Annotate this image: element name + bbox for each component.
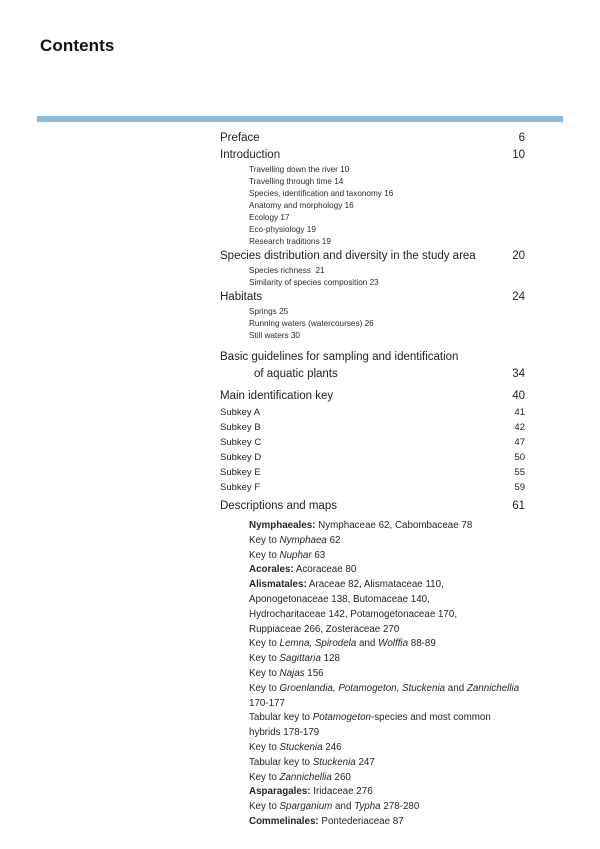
page-title: Contents — [40, 36, 115, 55]
toc-entry-label: Subkey D — [220, 452, 262, 463]
toc-entry-label: Introduction — [220, 149, 281, 161]
toc-row — [220, 549, 525, 564]
toc-row — [220, 771, 525, 786]
toc-entry-label: Tabular key to Potamogeton-species and most common hybrids 178-179 — [249, 712, 494, 739]
toc-entry-label: Running waters (watercourses) 26 — [249, 319, 374, 328]
toc-entry-label: Species, identification and taxonomy 16 — [249, 189, 394, 198]
toc-row — [220, 236, 525, 248]
divider-bar — [37, 116, 563, 122]
toc-entry-label: Similarity of species composition 23 — [249, 278, 379, 287]
toc-entry-label: Descriptions and maps — [220, 500, 337, 512]
toc-row — [220, 420, 525, 435]
toc-row — [220, 277, 525, 289]
toc-row — [220, 405, 525, 420]
toc-entry-label: Commelinales: Pontederiaceae 87 — [249, 815, 404, 827]
toc-row — [220, 200, 525, 212]
toc-entry-page: 61 — [512, 500, 525, 512]
toc-entry-label: Key to Nuphar 63 — [249, 549, 326, 561]
toc-entry-label: Research traditions 19 — [249, 237, 331, 246]
toc-entry-label: Key to Nymphaea 62 — [249, 534, 341, 546]
toc-entry-label: Main identification key — [220, 390, 334, 402]
toc-row — [220, 815, 525, 830]
toc-row — [220, 785, 525, 800]
toc-row — [220, 741, 525, 756]
toc-entry-label: Ruppiaceae 266, Zosteraceae 270 — [249, 623, 400, 635]
toc-row — [220, 306, 525, 318]
toc-entry-label: Key to Zannichellia 260 — [249, 771, 351, 783]
toc-row — [220, 450, 525, 465]
toc-row — [220, 188, 525, 200]
toc-row — [220, 519, 525, 534]
toc-entry-label: Travelling down the river 10 — [249, 165, 350, 174]
toc-entry-label: Eco-physiology 19 — [249, 225, 316, 234]
toc-row — [220, 349, 525, 366]
toc-row — [220, 265, 525, 277]
toc-entry-page: 55 — [514, 467, 525, 478]
toc-entry-page: 40 — [512, 390, 525, 402]
toc-row — [220, 248, 525, 265]
toc-row — [220, 711, 525, 741]
toc-entry-label: of aquatic plants — [254, 368, 338, 380]
toc-entry-label: Subkey C — [220, 437, 262, 448]
toc-row — [220, 435, 525, 450]
toc-entry-page: 42 — [514, 422, 525, 433]
toc-entry-label: Asparagales: Iridaceae 276 — [249, 786, 373, 798]
toc-row — [220, 593, 525, 608]
toc-row — [220, 330, 525, 342]
toc-entry-page: 10 — [512, 149, 525, 161]
toc-row — [220, 480, 525, 495]
toc-row — [220, 623, 525, 638]
toc-entry-label: Subkey B — [220, 422, 261, 433]
toc-row — [220, 318, 525, 330]
toc-row — [220, 212, 525, 224]
toc-entry-label: Basic guidelines for sampling and identification — [220, 351, 459, 363]
toc-row — [220, 800, 525, 815]
toc-row — [220, 224, 525, 236]
toc-entry-page: 34 — [512, 368, 525, 380]
toc-row — [220, 534, 525, 549]
toc-entry-label: Still waters 30 — [249, 331, 300, 340]
toc-entry-page: 6 — [518, 132, 525, 144]
toc-row — [220, 498, 525, 515]
toc-entry-label: Subkey E — [220, 467, 261, 478]
toc-entry-label: Subkey A — [220, 407, 261, 418]
toc-entry-label: Preface — [220, 132, 260, 144]
toc-row — [220, 388, 525, 405]
toc-entry-page: 50 — [514, 452, 525, 463]
toc-entry-label: Travelling through time 14 — [249, 177, 344, 186]
toc-entry-label: Key to Najas 156 — [249, 667, 324, 679]
toc-entry-label: Tabular key to Stuckenia 247 — [249, 756, 375, 768]
toc-row — [220, 756, 525, 771]
toc-row — [220, 164, 525, 176]
toc-entry-page: 20 — [512, 250, 525, 262]
toc-entry-label: Springs 25 — [249, 307, 289, 316]
toc-entry-page: 41 — [514, 407, 525, 418]
table-of-contents — [220, 130, 525, 830]
toc-entry-label: Key to Sagittaria 128 — [249, 653, 340, 665]
toc-entry-page: 59 — [514, 482, 525, 493]
toc-row — [220, 682, 525, 712]
toc-entry-label: Alismatales: Araceae 82, Alismataceae 110, — [249, 579, 444, 591]
toc-entry-page: 24 — [512, 291, 525, 303]
toc-entry-label: Key to Stuckenia 246 — [249, 741, 342, 753]
toc-row — [220, 147, 525, 164]
toc-row — [220, 667, 525, 682]
toc-entry-label: Hydrocharitaceae 142, Potamogetonaceae 170, — [249, 608, 458, 620]
toc-entry-label: Aponogetonaceae 138, Butomaceae 140, — [249, 593, 430, 605]
toc-row — [220, 578, 525, 593]
toc-row — [220, 637, 525, 652]
toc-row — [220, 289, 525, 306]
toc-entry-label: Species distribution and diversity in the study area — [220, 250, 476, 262]
toc-entry-label: Ecology 17 — [249, 213, 290, 222]
toc-row — [220, 176, 525, 188]
toc-entry-label: Key to Lemna, Spirodela and Wolffia 88-89 — [249, 638, 436, 650]
toc-row — [220, 563, 525, 578]
toc-entry-label: Anatomy and morphology 16 — [249, 201, 354, 210]
toc-entry-label: Subkey F — [220, 482, 261, 493]
toc-row — [220, 465, 525, 480]
toc-entry-label: Nymphaeales: Nymphaceae 62, Cabombaceae 78 — [249, 520, 473, 531]
toc-row — [220, 608, 525, 623]
toc-entry-label: Habitats — [220, 291, 263, 303]
toc-entry-label: Species richness 21 — [249, 266, 325, 275]
toc-row — [220, 652, 525, 667]
toc-row — [220, 366, 525, 383]
toc-entry-label: Acorales: Acoraceae 80 — [249, 564, 357, 576]
toc-entry-label: Key to Sparganium and Typha 278-280 — [249, 801, 420, 813]
toc-entry-label: Key to Groenlandia, Potamogeton, Stuckenia and Zannichellia 170-177 — [249, 682, 522, 709]
toc-entry-page: 47 — [514, 437, 525, 448]
toc-row — [220, 130, 525, 147]
